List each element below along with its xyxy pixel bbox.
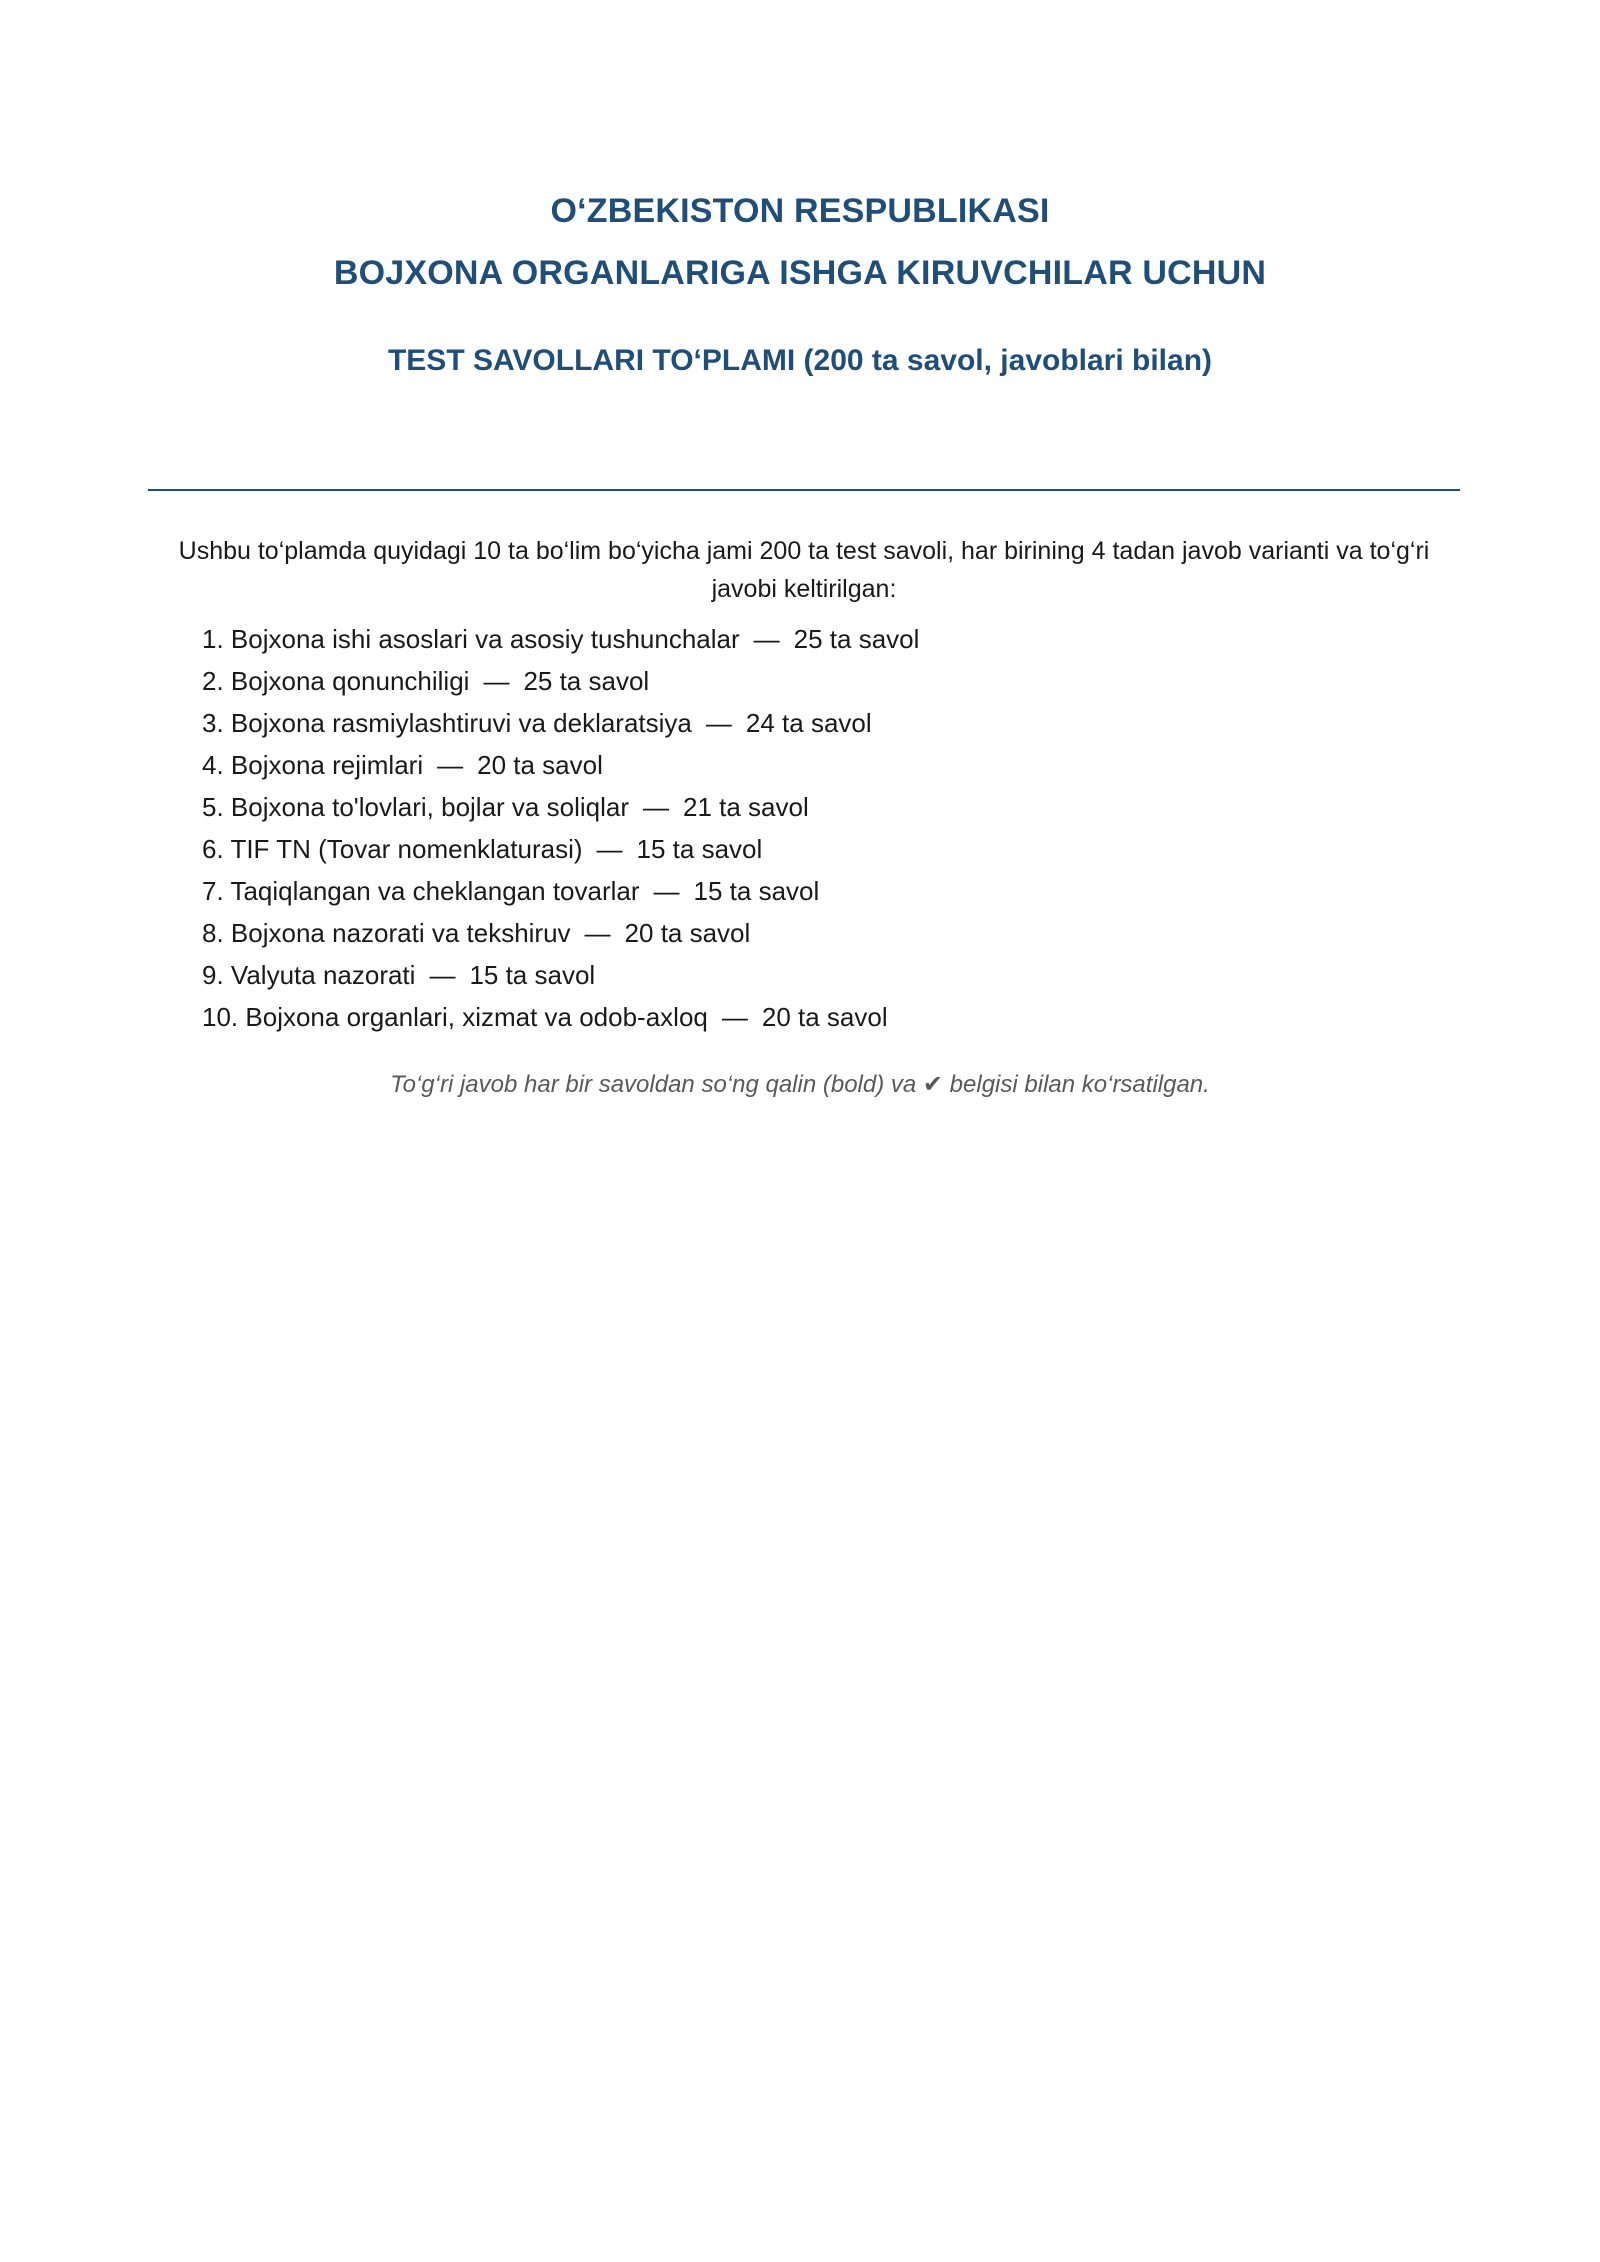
title-divider	[148, 489, 1460, 491]
section-dash: —	[705, 708, 732, 738]
document-title-line1: O‘ZBEKISTON RESPUBLIKASI	[550, 192, 1050, 230]
intro-paragraph: Ushbu to‘plamda quyidagi 10 ta bo‘lim bo‘yicha jami 200 ta test savoli, har birining 4 tadan javob varianti va to‘g‘ri javobi keltirilgan:	[178, 537, 1430, 603]
section-dash: —	[753, 624, 780, 654]
section-dash: —	[653, 876, 680, 906]
section-number: 8.	[202, 918, 224, 948]
section-dash: —	[437, 750, 464, 780]
section-item	[202, 996, 919, 1038]
answer-format-note: To‘g‘ri javob har bir savoldan so‘ng qalin (bold) va ✔ belgisi bilan ko‘rsatilgan.	[390, 1071, 1210, 1098]
section-count: 25 ta savol	[793, 624, 920, 654]
section-name: Bojxona nazorati va tekshiruv	[230, 918, 571, 948]
section-name: Valyuta nazorati	[230, 960, 416, 990]
section-number: 7.	[202, 876, 224, 906]
section-number: 9.	[202, 960, 224, 990]
section-name: TIF TN (Tovar nomenklaturasi)	[230, 834, 583, 864]
section-item	[202, 828, 919, 870]
document-subtitle: TEST SAVOLLARI TO‘PLAMI (200 ta savol, javoblari bilan)	[387, 344, 1213, 377]
section-dash: —	[429, 960, 456, 990]
section-item	[202, 702, 919, 744]
section-count: 20 ta savol	[477, 750, 603, 780]
section-count: 20 ta savol	[624, 918, 751, 948]
section-count: 15 ta savol	[693, 876, 820, 906]
section-name: Bojxona qonunchiligi	[230, 666, 470, 696]
section-number: 5.	[202, 792, 224, 822]
section-number: 2.	[202, 666, 224, 696]
section-count: 20 ta savol	[761, 1002, 888, 1032]
section-number: 1.	[202, 624, 224, 654]
section-count: 21 ta savol	[682, 792, 809, 822]
section-item	[202, 954, 919, 996]
section-item	[202, 870, 919, 912]
section-list	[202, 618, 919, 1038]
section-number: 6.	[202, 834, 224, 864]
section-name: Bojxona rasmiylashtiruvi va deklaratsiya	[230, 708, 692, 738]
section-name: Bojxona organlari, xizmat va odob-axloq	[245, 1002, 708, 1032]
section-item	[202, 744, 919, 786]
section-count: 25 ta savol	[523, 666, 650, 696]
section-count: 24 ta savol	[745, 708, 872, 738]
section-number: 10.	[202, 1002, 239, 1032]
section-dash: —	[584, 918, 611, 948]
section-dash: —	[596, 834, 623, 864]
section-dash: —	[642, 792, 669, 822]
document-title-line2: BOJXONA ORGANLARIGA ISHGA KIRUVCHILAR UCHUN	[333, 254, 1267, 292]
section-count: 15 ta savol	[469, 960, 596, 990]
section-name: Bojxona ishi asoslari va asosiy tushunchalar	[230, 624, 740, 654]
section-item	[202, 912, 919, 954]
section-name: Bojxona rejimlari	[230, 750, 424, 780]
section-number: 4.	[202, 750, 224, 780]
section-item	[202, 786, 919, 828]
section-number: 3.	[202, 708, 224, 738]
section-dash: —	[483, 666, 510, 696]
section-item	[202, 618, 919, 660]
section-count: 15 ta savol	[636, 834, 763, 864]
section-item	[202, 660, 919, 702]
section-name: Taqiqlangan va cheklangan tovarlar	[230, 876, 640, 906]
section-dash: —	[721, 1002, 748, 1032]
section-name: Bojxona to'lovlari, bojlar va soliqlar	[230, 792, 629, 822]
